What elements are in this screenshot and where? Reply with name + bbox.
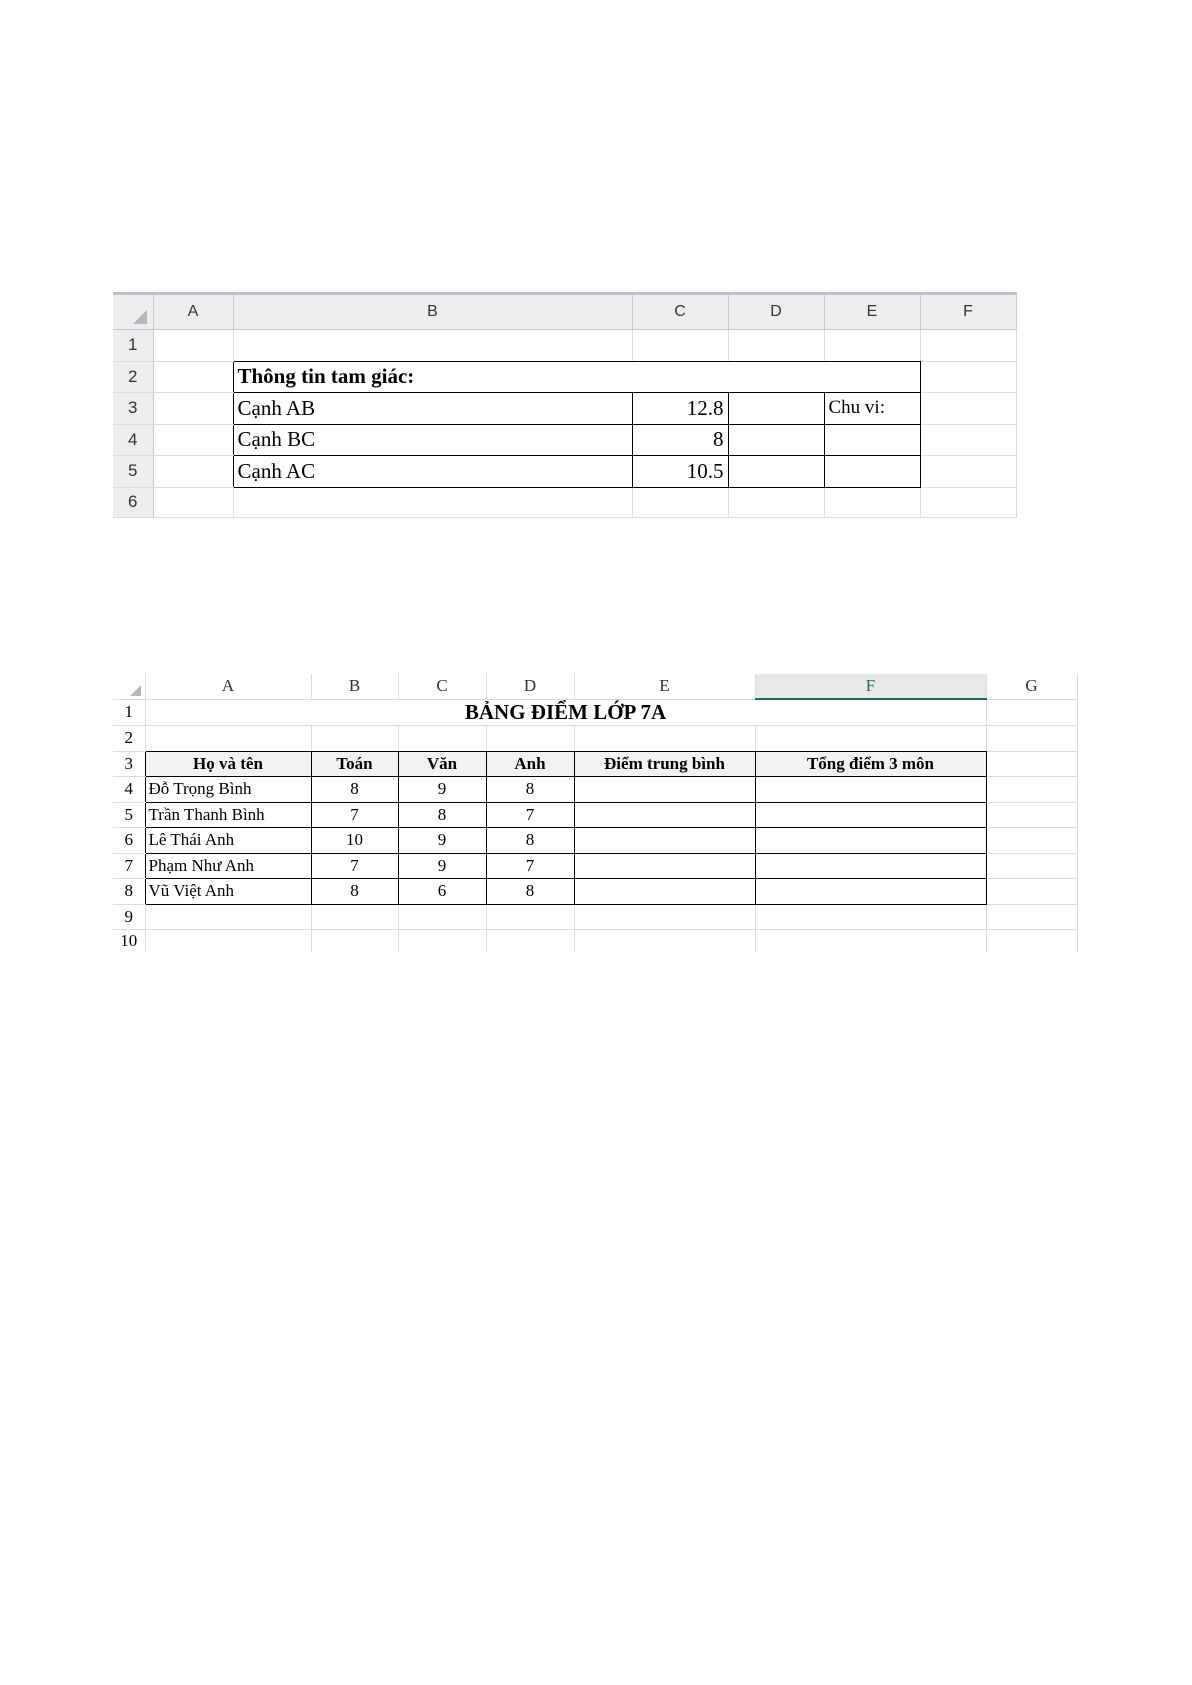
score-literature[interactable]: 8 [398,802,486,828]
score-literature[interactable]: 6 [398,879,486,905]
select-all-triangle-icon [133,310,147,324]
column-header-e[interactable]: E [824,294,920,330]
side-bc-label[interactable]: Cạnh BC [233,424,632,456]
cell-c9[interactable] [398,904,486,930]
cell-a2[interactable] [145,726,311,752]
header-name[interactable]: Họ và tên [145,751,311,777]
average-cell[interactable] [574,853,755,879]
cell-g3[interactable] [986,751,1077,777]
student-name[interactable]: Vũ Việt Anh [145,879,311,905]
row-header-8[interactable]: 8 [113,879,145,905]
cell-c2[interactable] [398,726,486,752]
average-cell[interactable] [574,777,755,803]
sheet-row [113,751,1077,777]
column-header-a[interactable]: A [145,674,311,699]
sheet-row [113,393,1016,425]
total-cell[interactable] [755,828,986,854]
cell-a5[interactable] [153,456,233,488]
cell-g2[interactable] [986,726,1077,752]
cell-a9[interactable] [145,904,311,930]
total-cell[interactable] [755,777,986,803]
row-header-6[interactable]: 6 [113,487,153,517]
table-row [113,879,1077,905]
cell-f3[interactable] [920,393,1016,425]
cell-f2[interactable] [755,726,986,752]
cell-f6[interactable] [920,487,1016,517]
cell-e5[interactable] [824,456,920,488]
cell-f5[interactable] [920,456,1016,488]
side-ab-value[interactable]: 12.8 [632,393,728,425]
cell-d3[interactable] [728,393,824,425]
row-header-7[interactable]: 7 [113,853,145,879]
sheet-row [113,456,1016,488]
row-header-4[interactable]: 4 [113,777,145,803]
cell-b2[interactable] [311,726,398,752]
score-literature[interactable]: 9 [398,853,486,879]
cell-b10[interactable] [311,930,398,953]
cell-b6[interactable] [233,487,632,517]
student-name[interactable]: Phạm Như Anh [145,853,311,879]
row-header-5[interactable]: 5 [113,802,145,828]
table-row [113,777,1077,803]
header-math[interactable]: Toán [311,751,398,777]
score-english[interactable]: 8 [486,828,574,854]
cell-c6[interactable] [632,487,728,517]
cell-d9[interactable] [486,904,574,930]
sheet-row [113,904,1077,930]
average-cell[interactable] [574,828,755,854]
cell-f4[interactable] [920,424,1016,456]
row-header-1[interactable]: 1 [113,699,145,726]
cell-a10[interactable] [145,930,311,953]
cell-a4[interactable] [153,424,233,456]
grade-table-title[interactable]: BẢNG ĐIỂM LỚP 7A [145,699,986,726]
student-name[interactable]: Đỗ Trọng Bình [145,777,311,803]
score-math[interactable]: 8 [311,777,398,803]
column-header-a[interactable]: A [153,294,233,330]
score-math[interactable]: 10 [311,828,398,854]
score-literature[interactable]: 9 [398,828,486,854]
sheet-row [113,330,1016,362]
cell-d5[interactable] [728,456,824,488]
cell-d2[interactable] [486,726,574,752]
column-header-b[interactable]: B [311,674,398,699]
perimeter-value[interactable] [824,424,920,456]
row-header-6[interactable]: 6 [113,828,145,854]
cell-e1[interactable] [824,330,920,362]
row-header-3[interactable]: 3 [113,393,153,425]
total-cell[interactable] [755,853,986,879]
cell-d6[interactable] [728,487,824,517]
grade-spreadsheet [113,674,1078,952]
cell-c1[interactable] [632,330,728,362]
cell-g[interactable] [986,802,1077,828]
score-math[interactable]: 8 [311,879,398,905]
column-header-row [113,294,1016,330]
header-average[interactable]: Điểm trung bình [574,751,755,777]
cell-d1[interactable] [728,330,824,362]
cell-g1[interactable] [986,699,1077,726]
cell-f10[interactable] [755,930,986,953]
side-ac-label[interactable]: Cạnh AC [233,456,632,488]
perimeter-label[interactable]: Chu vi: [824,393,920,425]
cell-g9[interactable] [986,904,1077,930]
cell-f9[interactable] [755,904,986,930]
column-header-d[interactable]: D [486,674,574,699]
sheet-row [113,361,1016,393]
cell-d4[interactable] [728,424,824,456]
cell-g[interactable] [986,777,1077,803]
select-all-triangle-icon [130,685,141,696]
cell-g[interactable] [986,828,1077,854]
row-header-4[interactable]: 4 [113,424,153,456]
score-english[interactable]: 8 [486,777,574,803]
student-name[interactable]: Lê Thái Anh [145,828,311,854]
header-total[interactable]: Tổng điểm 3 môn [755,751,986,777]
row-header-2[interactable]: 2 [113,726,145,752]
cell-b1[interactable] [233,330,632,362]
side-bc-value[interactable]: 8 [632,424,728,456]
sheet-row [113,424,1016,456]
table-row [113,853,1077,879]
column-header-f-selected[interactable]: F [755,674,986,699]
row-header-1[interactable]: 1 [113,330,153,362]
cell-a2[interactable] [153,361,233,393]
sheet-row [113,726,1077,752]
select-all-corner[interactable] [113,674,145,699]
score-literature[interactable]: 9 [398,777,486,803]
cell-e9[interactable] [574,904,755,930]
cell-g[interactable] [986,879,1077,905]
column-header-g[interactable]: G [986,674,1077,699]
side-ab-label[interactable]: Cạnh AB [233,393,632,425]
header-literature[interactable]: Văn [398,751,486,777]
cell-c10[interactable] [398,930,486,953]
row-header-3[interactable]: 3 [113,751,145,777]
student-name[interactable]: Trần Thanh Bình [145,802,311,828]
cell-a1[interactable] [153,330,233,362]
average-cell[interactable] [574,879,755,905]
column-header-d[interactable]: D [728,294,824,330]
cell-e2[interactable] [574,726,755,752]
column-header-c[interactable]: C [398,674,486,699]
cell-d10[interactable] [486,930,574,953]
column-header-f[interactable]: F [920,294,1016,330]
cell-g[interactable] [986,853,1077,879]
cell-b9[interactable] [311,904,398,930]
total-cell[interactable] [755,802,986,828]
row-header-2[interactable]: 2 [113,361,153,393]
sheet-row [113,930,1077,953]
header-english[interactable]: Anh [486,751,574,777]
column-header-row [113,674,1077,699]
score-english[interactable]: 7 [486,802,574,828]
sheet-row [113,487,1016,517]
table-row [113,802,1077,828]
sheet-row [113,699,1077,726]
row-header-10[interactable]: 10 [113,930,145,953]
row-header-5[interactable]: 5 [113,456,153,488]
score-math[interactable]: 7 [311,853,398,879]
total-cell[interactable] [755,879,986,905]
column-header-b[interactable]: B [233,294,632,330]
score-english[interactable]: 7 [486,853,574,879]
select-all-corner[interactable] [113,294,153,330]
cell-e10[interactable] [574,930,755,953]
table-row [113,828,1077,854]
column-header-e[interactable]: E [574,674,755,699]
cell-f1[interactable] [920,330,1016,362]
column-header-c[interactable]: C [632,294,728,330]
triangle-info-title[interactable]: Thông tin tam giác: [233,361,920,393]
score-math[interactable]: 7 [311,802,398,828]
cell-e6[interactable] [824,487,920,517]
cell-f2[interactable] [920,361,1016,393]
score-english[interactable]: 8 [486,879,574,905]
cell-g10[interactable] [986,930,1077,953]
row-header-9[interactable]: 9 [113,904,145,930]
cell-a6[interactable] [153,487,233,517]
cell-a3[interactable] [153,393,233,425]
triangle-spreadsheet [113,292,1017,518]
side-ac-value[interactable]: 10.5 [632,456,728,488]
average-cell[interactable] [574,802,755,828]
